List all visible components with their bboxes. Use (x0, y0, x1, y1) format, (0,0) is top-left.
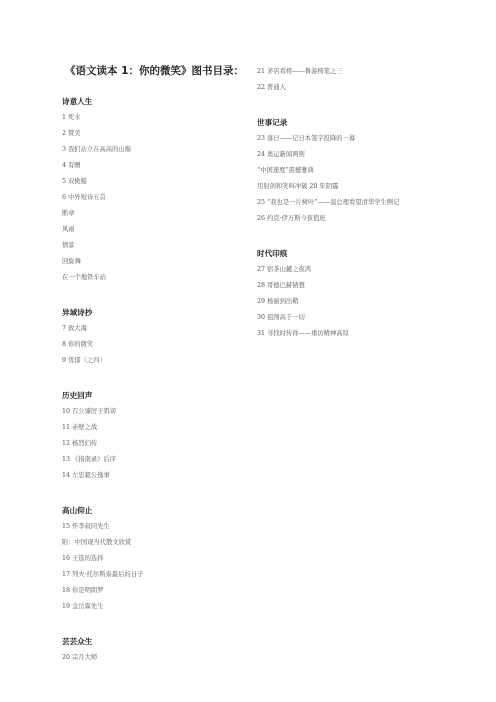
list-item: 在一个地铁车站 (62, 274, 107, 281)
list-item: 17 列夫·托尔斯泰最后的日子 (62, 571, 144, 578)
section-poetic-life (62, 93, 262, 286)
section-title: 时代印痕 (257, 249, 288, 258)
list-item: 24 奥运新闻两则 (257, 151, 305, 158)
list-item: 22 普通人 (257, 84, 286, 91)
list-item: 19 金岳霖先生 (62, 603, 104, 610)
list-item: 25 “我也是一片树叶”——温总理看望清华学生侧记 (257, 199, 400, 206)
list-item: 用射剑和笑叫冲破 20 年阴霾 (257, 183, 339, 190)
list-item: 31 寻找时传祥——重访精神高原 (257, 330, 349, 337)
section-gap (62, 286, 262, 304)
list-item: 28 哥德巴赫猜想 (257, 282, 305, 289)
section-title: 高山仰止 (62, 506, 93, 515)
list-item: 6 中外短诗五首 (62, 194, 106, 201)
list-item: 10 召公谏厉王弭谤 (62, 408, 117, 415)
list-item: 8 你的微笑 (62, 341, 94, 348)
list-item: 27 宿茶山麓之夜鸿 (257, 266, 312, 273)
list-item: 3 我们站立在高高的山巅 (62, 146, 131, 153)
section-foreign-poems (62, 304, 262, 369)
list-item: 回旋舞 (62, 258, 81, 265)
section-gap (62, 484, 262, 502)
section-title: 芸芸众生 (62, 637, 93, 646)
section-title: 诗意人生 (62, 97, 93, 106)
list-item: 7 致大海 (62, 325, 87, 332)
section-gap (257, 227, 457, 245)
list-item: 风雨 (62, 226, 75, 233)
list-item: 附：中国现当代散文欣赏 (62, 539, 132, 546)
list-item: 13 《指南录》后序 (62, 456, 117, 463)
list-item: 23 落日——记日本签字投降的一幕 (257, 135, 356, 142)
list-item: 4 有赠 (62, 162, 81, 169)
list-item: 断章 (62, 210, 75, 217)
section-title: 世事记录 (257, 118, 288, 127)
list-item: 2 赞美 (62, 130, 81, 137)
section-looking-up (62, 502, 262, 615)
list-item: 14 左忠毅公逸事 (62, 472, 110, 479)
document-title: 《语文读本 1：你的微笑》图书目录： (65, 65, 244, 77)
list-item: 20 宗月大师 (62, 654, 98, 661)
list-item: “中国速度”震撼雅典 (257, 167, 314, 174)
list-item: 15 怀李叔同先生 (62, 523, 110, 530)
section-title: 异域诗抄 (62, 308, 93, 317)
list-item: 情景 (62, 242, 75, 249)
left-column (62, 93, 262, 666)
list-item: 30 祖国高于一切 (257, 314, 305, 321)
list-item: 29 杨丽到出鞘 (257, 298, 299, 305)
list-item: 16 王选的选择 (62, 555, 104, 562)
list-item: 18 你是明朗罗 (62, 587, 104, 594)
section-gap (62, 369, 262, 387)
section-title: 历史回声 (62, 391, 93, 400)
section-era-marks (257, 245, 457, 342)
list-item: 5 双桅船 (62, 178, 87, 185)
section-history-echo (62, 387, 262, 484)
list-item: 21 茅店看樗——鲁游樗笔之三 (257, 68, 343, 75)
list-item: 1 死水 (62, 114, 81, 121)
list-item: 12 杨烈妇传 (62, 440, 98, 447)
right-column (257, 64, 457, 342)
section-world-records (257, 114, 457, 227)
list-item: 26 约克·伊万斯今夜值班 (257, 215, 326, 222)
section-gap (257, 96, 457, 114)
list-item: 11 赤壁之战 (62, 424, 98, 431)
section-gap (62, 615, 262, 633)
list-item: 9 忧郁（之四） (62, 357, 106, 364)
section-continued (257, 64, 457, 96)
section-ordinary-people (62, 633, 262, 666)
